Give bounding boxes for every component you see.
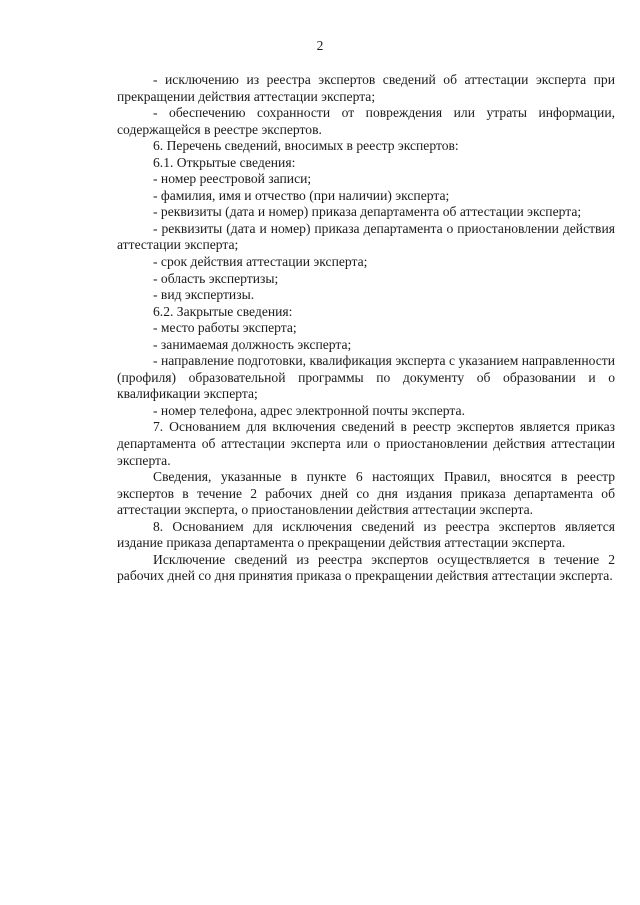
list-item: - область экспертизы; — [153, 270, 279, 286]
list-item: - срок действия аттестации эксперта; — [153, 254, 368, 270]
list-item: - реквизиты (дата и номер) приказа департамента о приостановлении действия аттестации эксперта; — [117, 220, 615, 253]
paragraph-exclusion-duty: - исключению из реестра экспертов сведений об аттестации эксперта при прекращении действия аттестации эксперта; — [117, 72, 615, 104]
list-item: - номер телефона, адрес электронной почты эксперта. — [153, 402, 465, 418]
section-6-1-heading: 6.1. Открытые сведения: — [153, 154, 296, 170]
page-number: 2 — [316, 38, 324, 53]
list-item: - вид экспертизы. — [153, 287, 255, 303]
section-7-details-paragraph: Сведения, указанные в пункте 6 настоящих Правил, вносятся в реестр экспертов в течение 2 рабочих дней со дня издания приказа департамента об аттестации эксперта, о приостановлении действия аттестации эксперта. — [117, 469, 615, 518]
section-8-paragraph: 8. Основанием для исключения сведений из реестра экспертов является издание приказа департамента о прекращении действия аттестации эксперта. — [117, 518, 615, 551]
document-body — [117, 72, 615, 585]
list-item: - фамилия, имя и отчество (при наличии) эксперта; — [153, 187, 450, 203]
section-8-details-paragraph: Исключение сведений из реестра экспертов осуществляется в течение 2 рабочих дней со дня принятия приказа о прекращении действия аттестации эксперта. — [117, 551, 615, 584]
section-7-paragraph: 7. Основанием для включения сведений в реестр экспертов является приказ департамента об аттестации эксперта или о приостановлении действия аттестации эксперта. — [117, 419, 615, 468]
list-item: - реквизиты (дата и номер) приказа департамента об аттестации эксперта; — [153, 204, 582, 220]
list-item: - занимаемая должность эксперта; — [153, 336, 352, 352]
section-6-heading: 6. Перечень сведений, вносимых в реестр экспертов: — [153, 138, 459, 154]
list-item: - номер реестровой записи; — [153, 171, 312, 187]
list-item: - место работы эксперта; — [153, 320, 297, 336]
paragraph-preservation-duty: - обеспечению сохранности от повреждения или утраты информации, содержащейся в реестре экспертов. — [117, 105, 615, 137]
list-item: - направление подготовки, квалификация эксперта с указанием направленности (профиля) образовательной программы по документу об образовании и о квалификации эксперта; — [117, 353, 615, 402]
section-6-2-heading: 6.2. Закрытые сведения: — [153, 303, 293, 319]
